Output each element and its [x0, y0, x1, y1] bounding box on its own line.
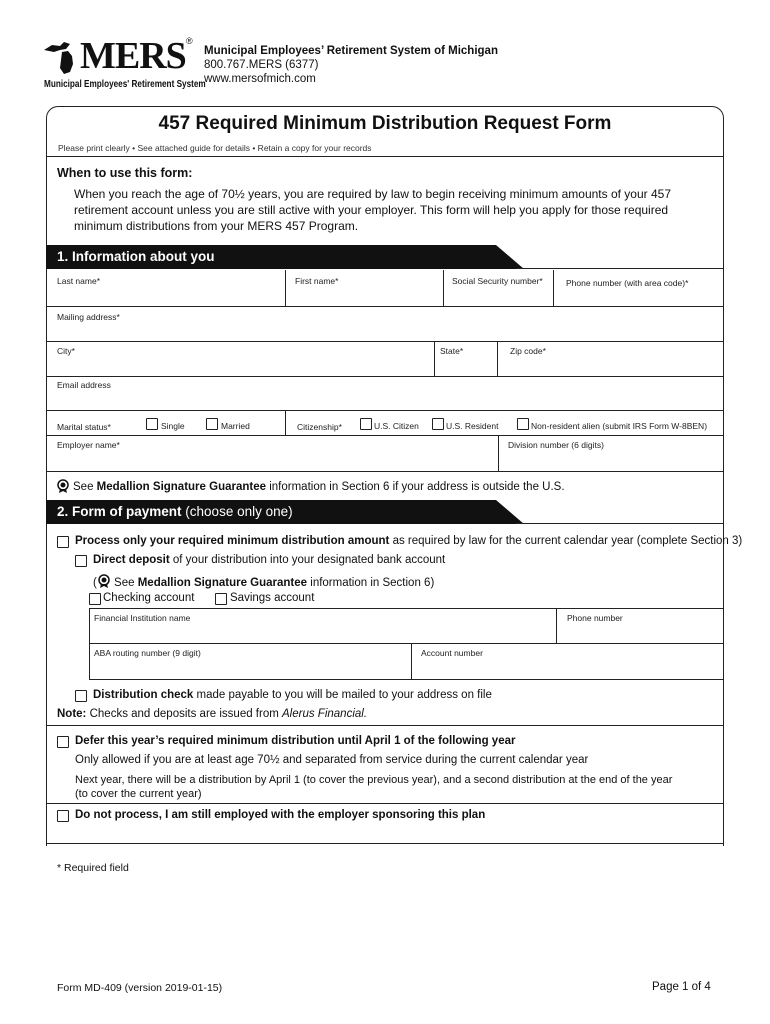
dd-medallion-note: [93, 574, 434, 589]
logo-tagline: Municipal Employees' Retirement System: [44, 78, 206, 90]
mailing-address-label: Mailing address*: [57, 312, 120, 322]
medallion-icon: [97, 574, 111, 588]
zip-label: Zip code*: [510, 346, 546, 356]
ssn-label: Social Security number*: [452, 276, 543, 286]
section2-title-main: 2. Form of payment: [57, 504, 182, 519]
divider: [411, 643, 412, 680]
org-info: [204, 44, 498, 86]
process-rmd-bold: Process only your required minimum distribution amount: [75, 535, 390, 547]
section2-title: [57, 504, 293, 519]
divider: [285, 270, 286, 307]
mers-logo: [40, 35, 206, 94]
divider: [46, 306, 724, 307]
note-text: Checks and deposits are issued from: [89, 708, 279, 720]
phone-label: Phone number (with area code)*: [566, 278, 689, 288]
divider: [46, 435, 724, 436]
org-website: www.mersofmich.com: [204, 73, 316, 85]
divider: [46, 803, 724, 804]
nonresident-checkbox[interactable]: [517, 418, 529, 430]
process-rmd-rest: as required by law for the current calendar year (complete Section 3): [392, 535, 743, 547]
logo-word: MERS: [80, 35, 186, 77]
medallion-icon: [56, 479, 70, 493]
us-resident-label: U.S. Resident: [446, 421, 499, 431]
page-number: Page 1 of 4: [652, 981, 711, 993]
citizenship-label: Citizenship*: [297, 422, 342, 432]
marital-label: Marital status*: [57, 422, 111, 432]
section1-title: 1. Information about you: [57, 249, 215, 264]
division-label: Division number (6 digits): [508, 440, 604, 450]
divider: [89, 643, 724, 644]
defer-text: [75, 735, 515, 747]
note-italic: Alerus Financial.: [282, 708, 368, 720]
fin-phone-label: Phone number: [567, 613, 623, 623]
defer-line1: Only allowed if you are at least age 70½ and separated from service during the current calendar year: [75, 754, 589, 766]
divider: [46, 156, 724, 157]
employer-label: Employer name*: [57, 440, 120, 450]
divider: [89, 608, 90, 680]
checking-label: Checking account: [103, 592, 195, 604]
distribution-check-checkbox[interactable]: [75, 690, 87, 702]
required-note: * Required field: [57, 862, 129, 874]
dd-medallion-see: See: [114, 577, 135, 589]
single-label: Single: [161, 421, 185, 431]
dd-medallion-bold: Medallion Signature Guarantee: [137, 577, 308, 589]
form-title: 457 Required Minimum Distribution Request Form: [158, 113, 612, 134]
first-name-label: First name*: [295, 276, 339, 286]
direct-deposit-rest: of your distribution into your designated bank account: [172, 554, 446, 566]
medallion-note: [73, 481, 565, 493]
divider: [497, 341, 498, 377]
defer-line2: Next year, there will be a distribution by April 1 (to cover the previous year), and a second distribution at the end of the year: [75, 774, 673, 786]
section2-header: [46, 500, 724, 524]
divider: [443, 270, 444, 307]
direct-deposit-bold: Direct deposit: [93, 554, 170, 566]
dd-medallion-post: information in Section 6): [310, 577, 435, 589]
org-name: Municipal Employees’ Retirement System of Michigan: [204, 45, 498, 57]
do-not-process-checkbox[interactable]: [57, 810, 69, 822]
medallion-bold: Medallion Signature Guarantee: [96, 481, 267, 493]
us-citizen-label: U.S. Citizen: [374, 421, 419, 431]
process-rmd-text: [75, 535, 742, 547]
direct-deposit-checkbox[interactable]: [75, 555, 87, 567]
process-rmd-checkbox[interactable]: [57, 536, 69, 548]
savings-checkbox[interactable]: [215, 593, 227, 605]
distribution-check-bold: Distribution check: [93, 689, 194, 701]
aba-label: ABA routing number (9 digit): [94, 648, 201, 658]
form-subline: Please print clearly • See attached guide for details • Retain a copy for your records: [58, 143, 372, 153]
married-checkbox[interactable]: [206, 418, 218, 430]
divider: [46, 843, 724, 844]
when-text: When you reach the age of 70½ years, you are required by law to begin receiving minimum amounts of your 457 retirement account unless you are still active with your employer. This form will help you apply for those required minimum distributions from your MERS 457 Program.: [74, 187, 671, 233]
direct-deposit-text: [93, 554, 445, 566]
divider: [46, 376, 724, 377]
medallion-post: information in Section 6 if your address is outside the U.S.: [269, 481, 565, 493]
divider: [434, 341, 435, 377]
nonresident-label: Non-resident alien (submit IRS Form W-8BEN): [531, 421, 708, 431]
defer-line3: (to cover the current year): [75, 788, 202, 800]
medallion-pre: See: [73, 481, 94, 493]
distribution-check-rest: made payable to you will be mailed to your address on file: [196, 689, 492, 701]
checking-checkbox[interactable]: [89, 593, 101, 605]
note-label: Note:: [57, 708, 87, 720]
single-checkbox[interactable]: [146, 418, 158, 430]
divider: [46, 410, 724, 411]
married-label: Married: [221, 421, 250, 431]
fin-inst-label: Financial Institution name: [94, 613, 191, 623]
us-resident-checkbox[interactable]: [432, 418, 444, 430]
city-label: City*: [57, 346, 75, 356]
defer-checkbox[interactable]: [57, 736, 69, 748]
note-line: [57, 708, 367, 720]
form-id: Form MD-409 (version 2019-01-15): [57, 982, 223, 994]
michigan-map-icon: [40, 36, 82, 78]
divider: [553, 270, 554, 307]
when-heading: When to use this form:: [57, 166, 193, 180]
email-label: Email address: [57, 380, 111, 390]
divider: [46, 471, 724, 472]
savings-label: Savings account: [230, 592, 315, 604]
divider: [89, 679, 724, 680]
divider: [89, 608, 724, 609]
account-label: Account number: [421, 648, 483, 658]
section1-header: [46, 245, 724, 269]
divider: [46, 725, 724, 726]
divider: [498, 435, 499, 472]
divider: [556, 608, 557, 644]
state-label: State*: [440, 346, 464, 356]
last-name-label: Last name*: [57, 276, 100, 286]
divider: [46, 803, 47, 843]
divider: [46, 341, 724, 342]
distribution-check-text: [93, 689, 492, 701]
do-not-process-text: [75, 809, 485, 821]
do-not-process-bold: Do not process, I am still employed with the employer sponsoring this plan: [75, 809, 486, 821]
defer-bold: Defer this year’s required minimum distribution until April 1 of the following year: [75, 735, 516, 747]
divider: [285, 410, 286, 435]
org-phone: 800.767.MERS (6377): [204, 59, 319, 71]
section2-title-note: (choose only one): [185, 504, 293, 519]
dd-medallion-paren: (: [93, 577, 97, 589]
us-citizen-checkbox[interactable]: [360, 418, 372, 430]
registered-mark: ®: [186, 36, 193, 46]
